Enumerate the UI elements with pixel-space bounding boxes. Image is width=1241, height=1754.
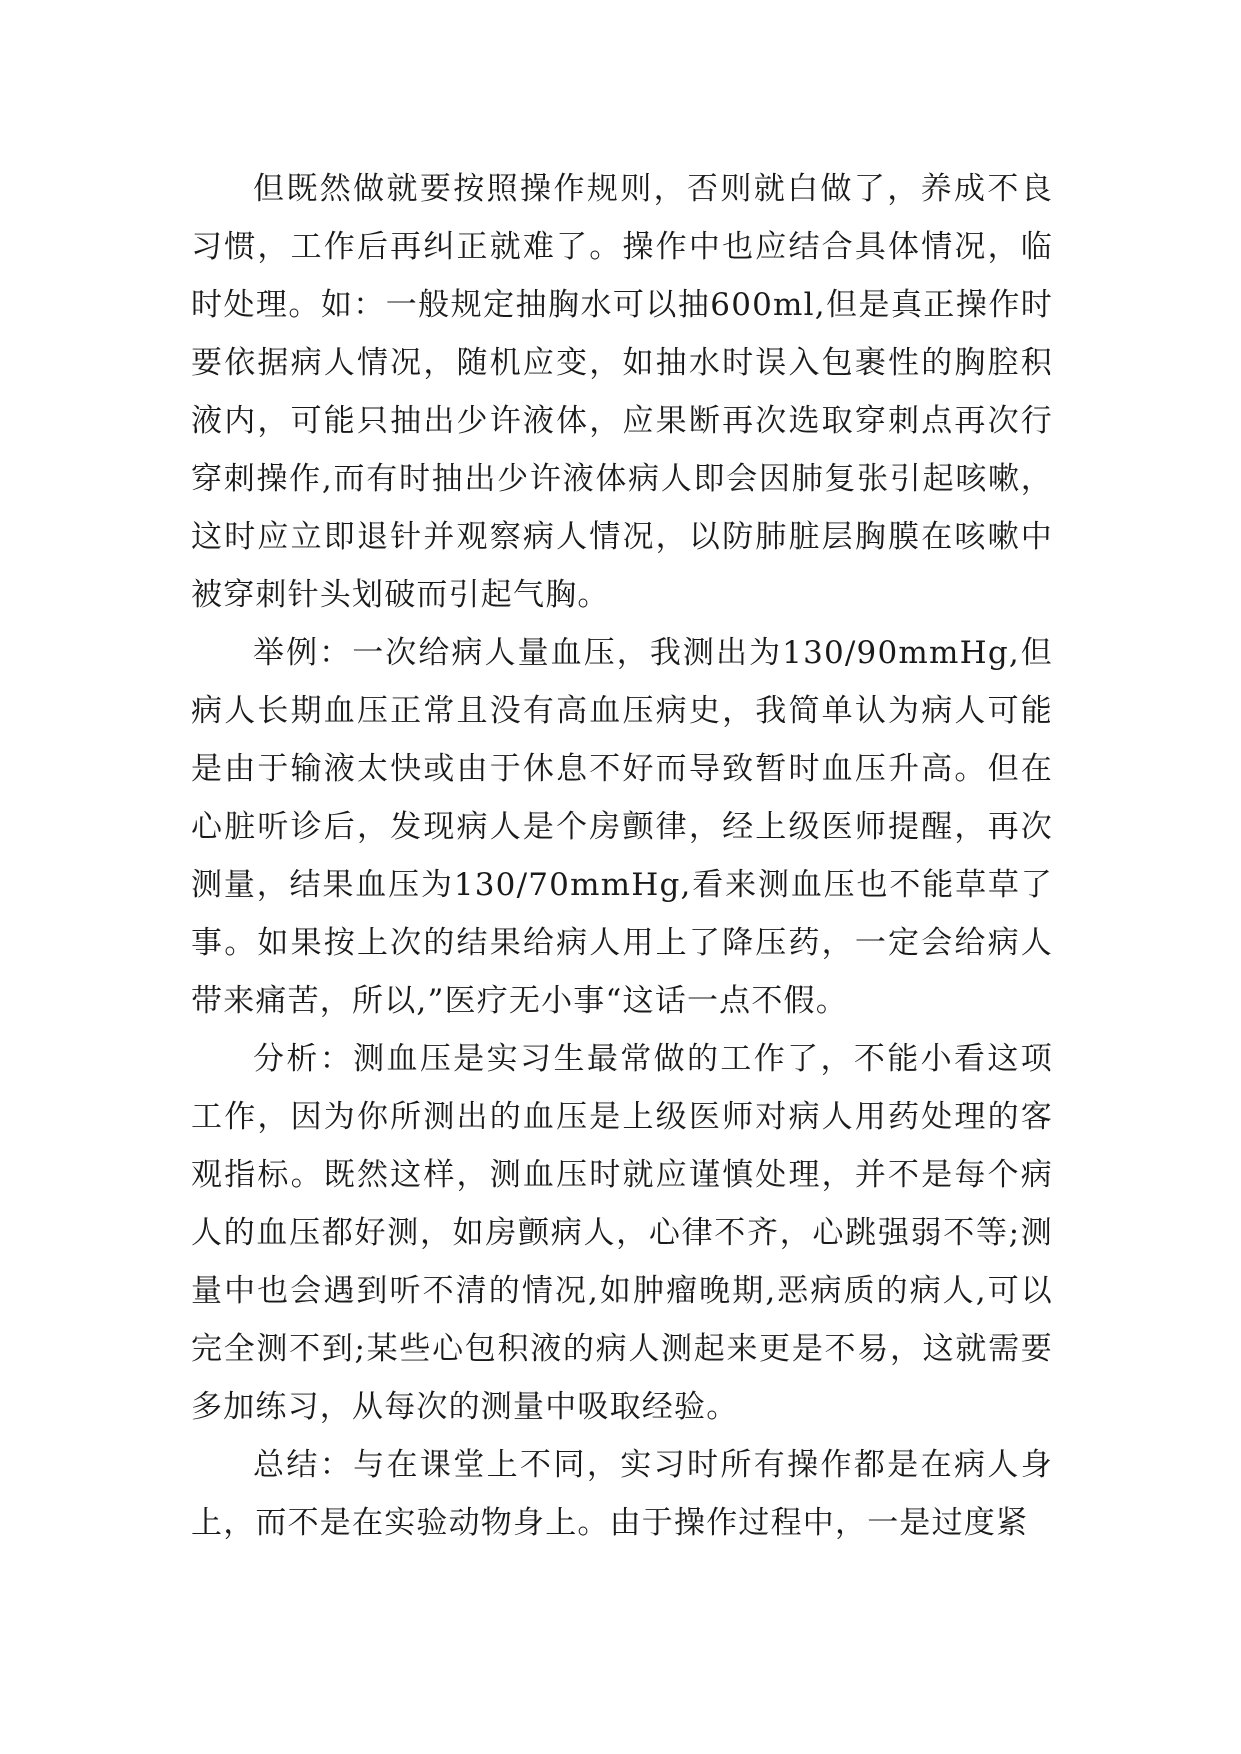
paragraph-operation-rules: 但既然做就要按照操作规则，否则就白做了，养成不良习惯，工作后再纠正就难了。操作中也应结合具体情况，临时处理。如：一般规定抽胸水可以抽600ml,但是真正操作时要依据病人情况，随机应变，如抽水时误入包裹性的胸腔积液内，可能只抽出少许液体，应果断再次选取穿刺点再次行穿刺操作,而有时抽出少许液体病人即会因肺复张引起咳嗽，这时应立即退针并观察病人情况，以防肺脏层胸膜在咳嗽中被穿刺针头划破而引起气胸。 (191, 171, 1053, 613)
paragraph-summary: 总结：与在课堂上不同，实习时所有操作都是在病人身上，而不是在实验动物身上。由于操作过程中，一是过度紧 (191, 1447, 1053, 1541)
document-body (191, 160, 1053, 1552)
paragraph-example: 举例：一次给病人量血压，我测出为130/90mmHg,但病人长期血压正常且没有高血压病史，我简单认为病人可能是由于输液太快或由于休息不好而导致暂时血压升高。但在心脏听诊后，发现病人是个房颤律，经上级医师提醒，再次测量，结果血压为130/70mmHg,看来测血压也不能草草了事。如果按上次的结果给病人用上了降压药，一定会给病人带来痛苦，所以,”医疗无小事“这话一点不假。 (191, 635, 1053, 1019)
paragraph-analysis: 分析：测血压是实习生最常做的工作了，不能小看这项工作，因为你所测出的血压是上级医师对病人用药处理的客观指标。既然这样，测血压时就应谨慎处理，并不是每个病人的血压都好测，如房颤病人，心律不齐，心跳强弱不等;测量中也会遇到听不清的情况,如肿瘤晚期,恶病质的病人,可以完全测不到;某些心包积液的病人测起来更是不易，这就需要多加练习，从每次的测量中吸取经验。 (191, 1041, 1053, 1425)
